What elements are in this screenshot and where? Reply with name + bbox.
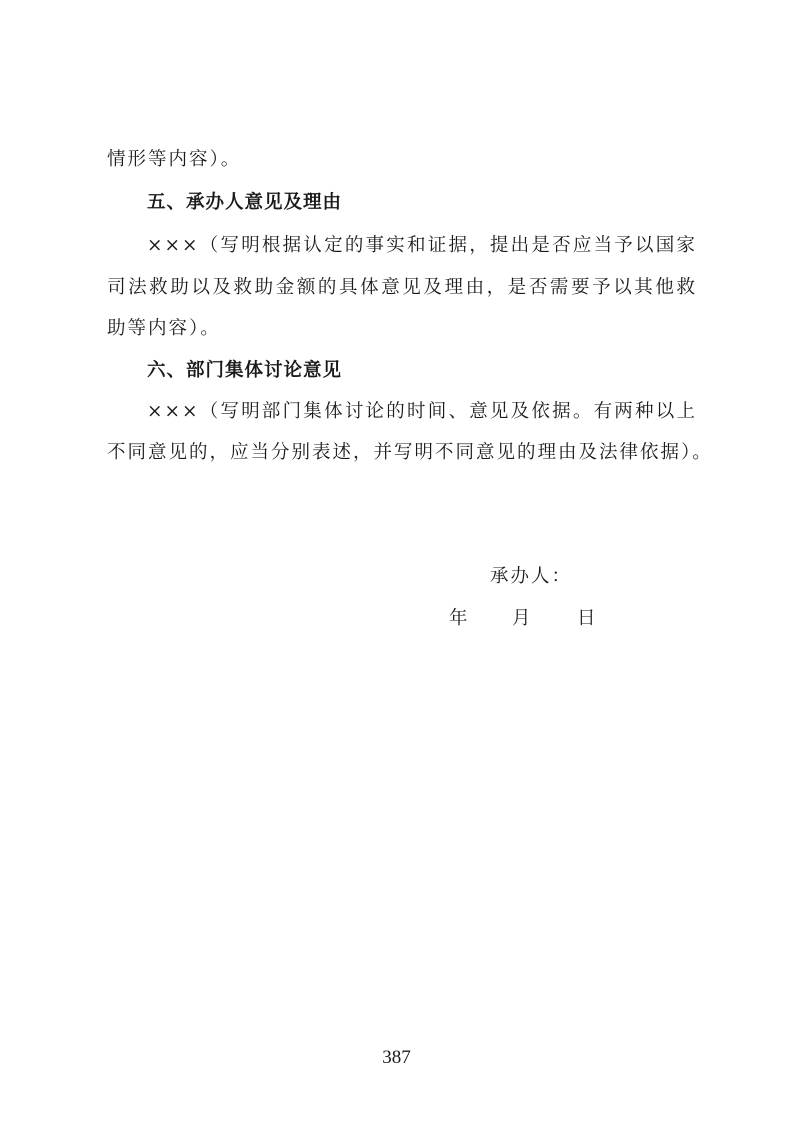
date-month-label: 月 xyxy=(512,608,531,629)
text-line-continuation: 情形等内容）。 xyxy=(107,149,242,170)
paragraph-six-line-1: ×××（写明部门集体讨论的时间、意见及依据。有两种以上 xyxy=(147,401,697,422)
paragraph-five-line-3: 助等内容）。 xyxy=(107,318,221,339)
paragraph-six-line-2: 不同意见的，应当分别表述，并写明不同意见的理由及法律依据）。 xyxy=(107,442,713,463)
section-heading-five: 五、承办人意见及理由 xyxy=(147,192,343,213)
page-number: 387 xyxy=(382,1047,411,1068)
section-heading-six: 六、部门集体讨论意见 xyxy=(147,360,343,381)
date-day-label: 日 xyxy=(577,608,596,629)
handler-signature-label: 承办人： xyxy=(490,566,573,587)
paragraph-five-line-1: ×××（写明根据认定的事实和证据，提出是否应当予以国家 xyxy=(147,235,697,256)
paragraph-five-line-2: 司法救助以及救助金额的具体意见及理由，是否需要予以其他救 xyxy=(107,277,697,298)
date-year-label: 年 xyxy=(449,608,468,629)
